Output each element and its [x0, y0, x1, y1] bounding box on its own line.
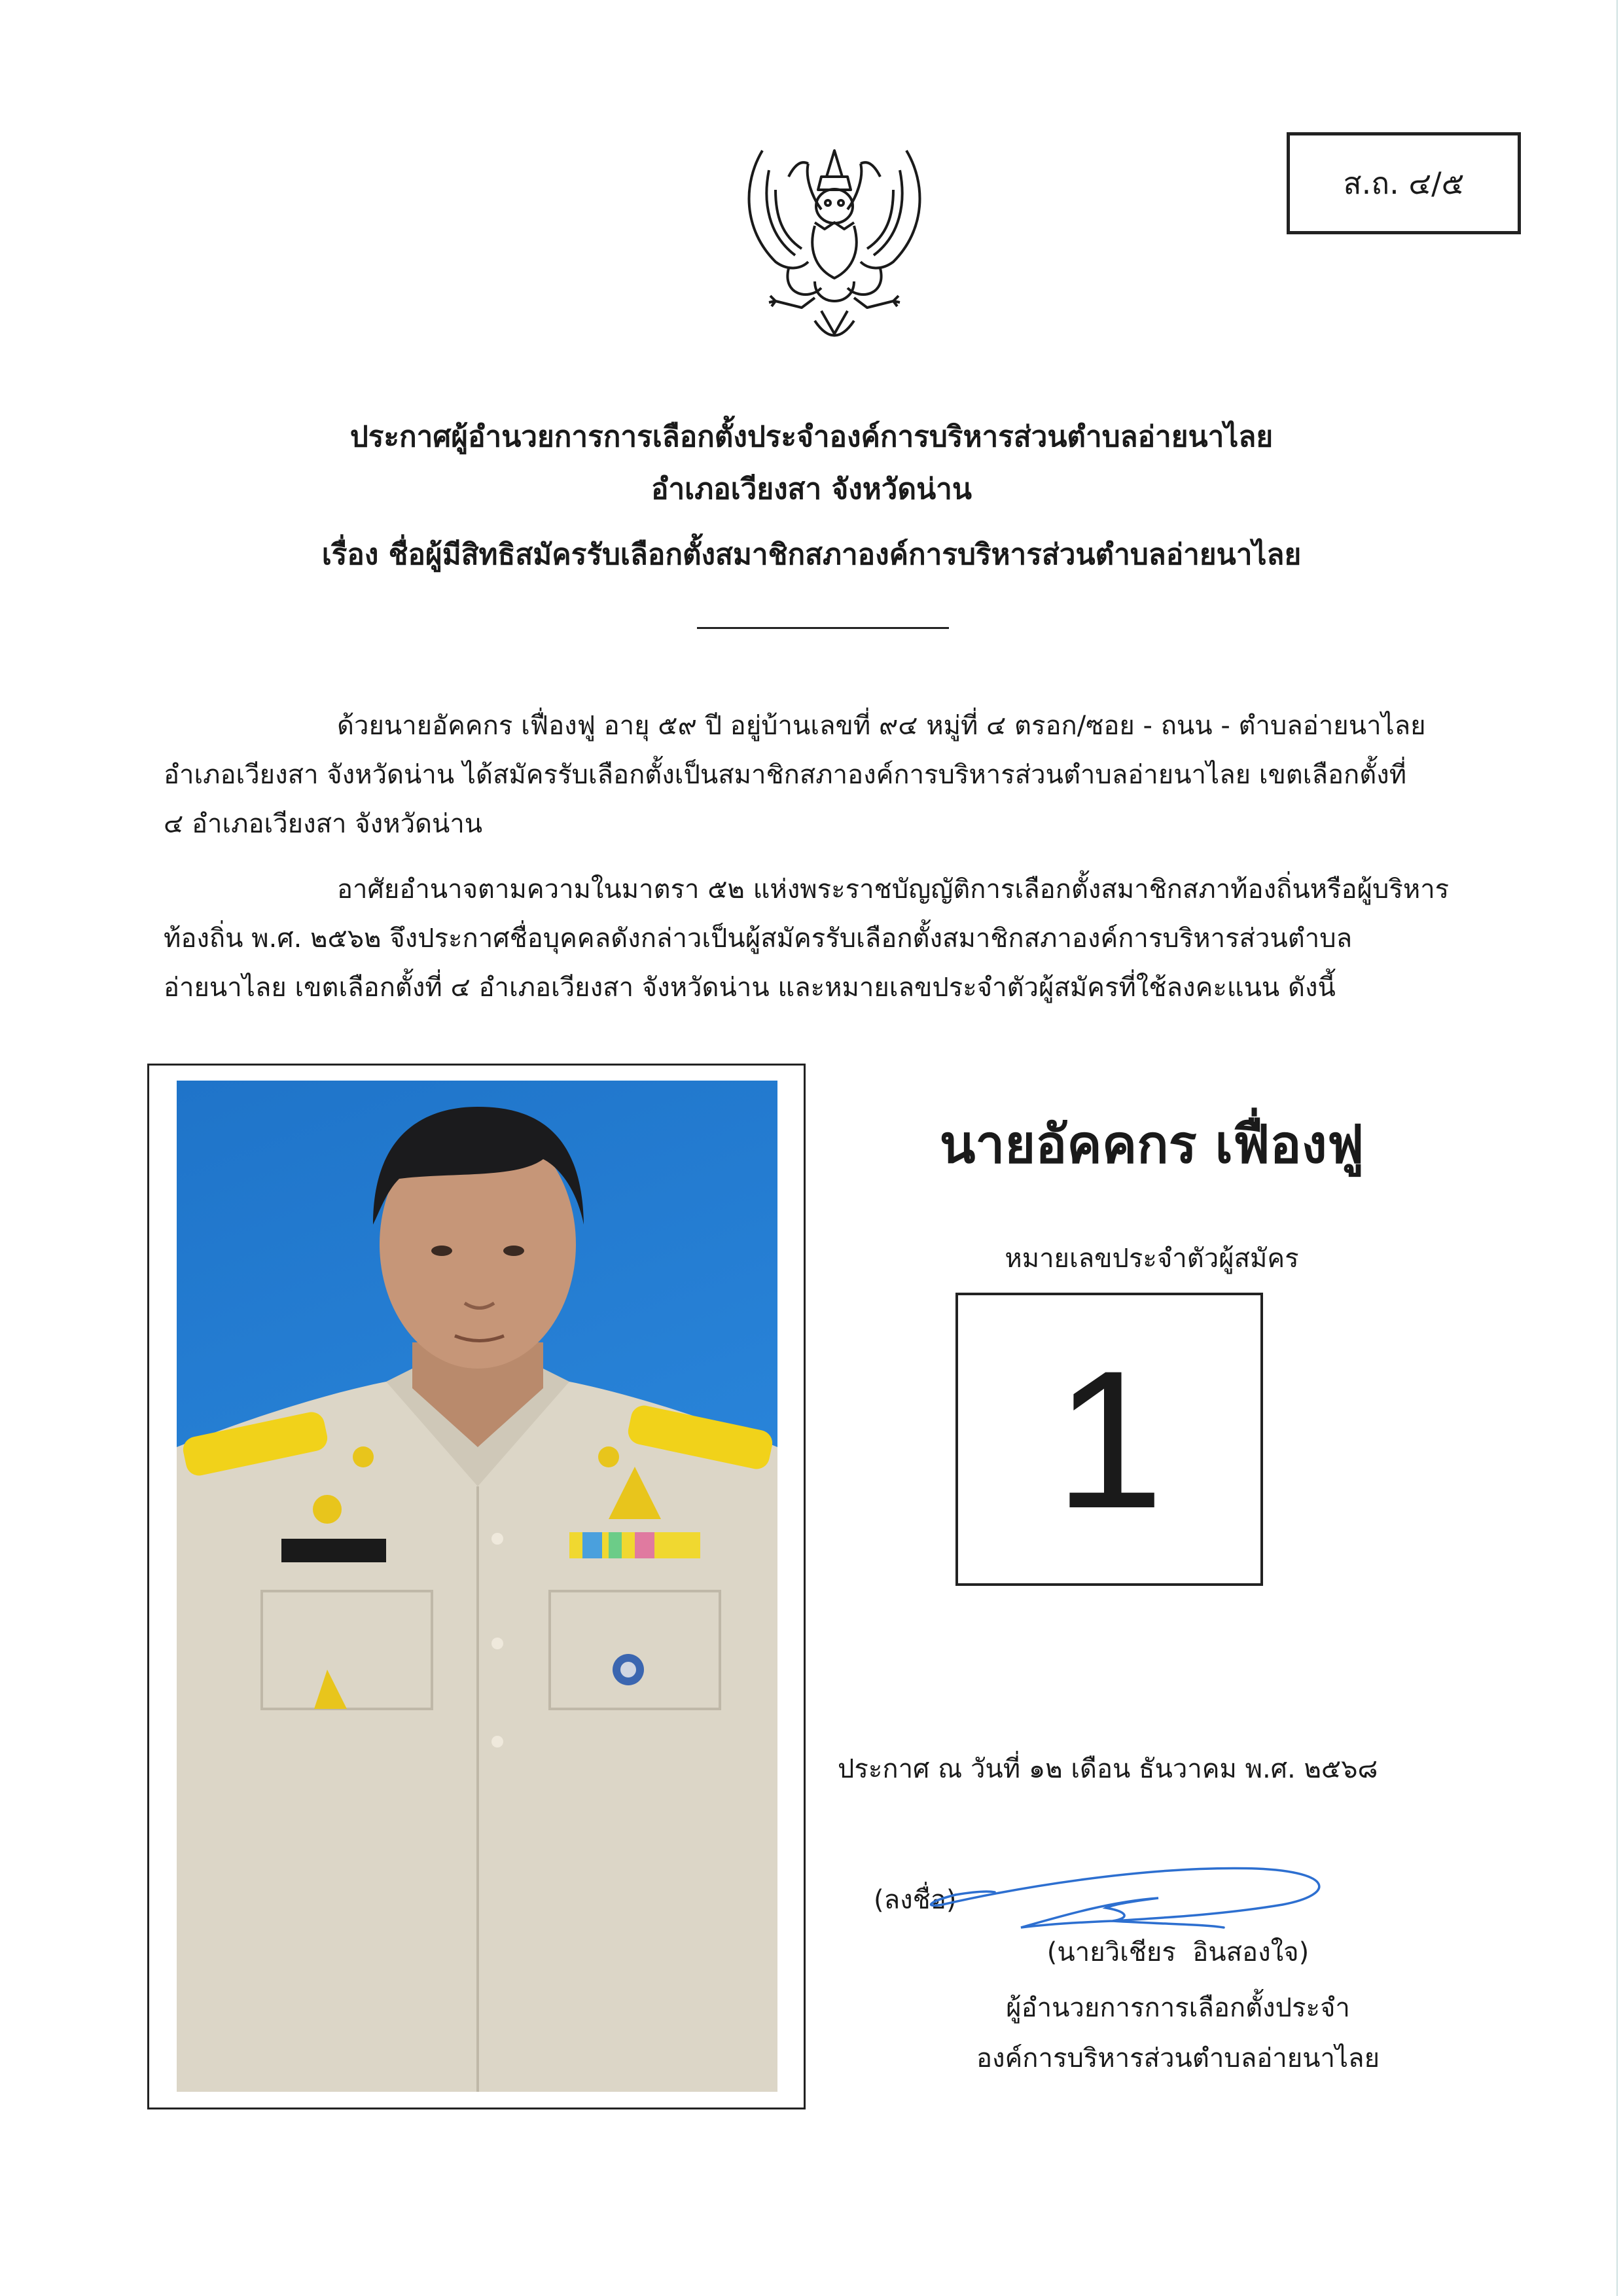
signer-title-line1: ผู้อำนวยการการเลือกตั้งประจำ [1006, 1993, 1350, 2023]
form-code: ส.ถ. ๔/๕ [1343, 165, 1465, 201]
paragraph-candidate-details [164, 702, 1466, 849]
candidate-name: นายอัคคกร เฟื่องฟู [939, 1114, 1364, 1175]
paragraph-line: ท้องถิ่น พ.ศ. ๒๕๖๒ จึงประกาศชื่อบุคคลดังกล่าวเป็นผู้สมัครรับเลือกตั้งสมาชิกสภาองค์การบริหารส่วนตำบล [164, 924, 1353, 954]
candidate-photo [177, 1081, 777, 2092]
paragraph-line: อ่ายนาไลย เขตเลือกตั้งที่ ๔ อำเภอเวียงสา จังหวัดน่าน และหมายเลขประจำตัวผู้สมัครที่ใช้ลงคะแนน ดังนี้ [164, 973, 1336, 1003]
paragraph-line: อำเภอเวียงสา จังหวัดน่าน ได้สมัครรับเลือกตั้งเป็นสมาชิกสภาองค์การบริหารส่วนตำบลอ่ายนาไลย เขตเลือกตั้งที่ [164, 760, 1407, 790]
paragraph-line: อาศัยอำนาจตามความในมาตรา ๕๒ แห่งพระราชบัญญัติการเลือกตั้งสมาชิกสภาท้องถิ่นหรือผู้บริหาร [337, 874, 1450, 905]
candidate-portrait-icon [177, 1081, 777, 2092]
signature-icon [916, 1862, 1342, 1934]
district-province: อำเภอเวียงสา จังหวัดน่าน [651, 473, 972, 506]
paragraph-line: ๔ อำเภอเวียงสา จังหวัดน่าน [164, 809, 483, 839]
garuda-emblem-icon [717, 137, 952, 347]
sign-label: (ลงชื่อ) [874, 1885, 957, 1915]
signer-name: (นายวิเชียร อินสองใจ) [1046, 1937, 1310, 1967]
scan-edge-line [1616, 0, 1618, 2296]
signer-title-line2: องค์การบริหารส่วนตำบลอ่ายนาไลย [976, 2043, 1380, 2073]
announcement-date: ประกาศ ณ วันที่ ๑๒ เดือน ธันวาคม พ.ศ. ๒๕๖๘ [838, 1754, 1378, 1784]
paragraph-legal-basis [164, 865, 1466, 1013]
candidate-number-label: หมายเลขประจำตัวผู้สมัคร [1005, 1244, 1299, 1274]
candidate-number-box [955, 1293, 1263, 1586]
candidate-number: 1 [1054, 1329, 1164, 1549]
announcement-title: ประกาศผู้อำนวยการการเลือกตั้งประจำองค์การบริหารส่วนตำบลอ่ายนาไลย [349, 420, 1274, 454]
paragraph-line: ด้วยนายอัคคกร เฟื่องฟู อายุ ๕๙ ปี อยู่บ้านเลขที่ ๙๔ หมู่ที่ ๔ ตรอก/ซอย - ถนน - ตำบลอ่ายนาไลย [337, 711, 1426, 741]
candidate-photo-frame [147, 1064, 806, 2109]
form-code-box [1287, 132, 1521, 234]
title-divider [697, 627, 949, 629]
announcement-subject: เรื่อง ชื่อผู้มีสิทธิสมัครรับเลือกตั้งสมาชิกสภาองค์การบริหารส่วนตำบลอ่ายนาไลย [321, 538, 1302, 571]
